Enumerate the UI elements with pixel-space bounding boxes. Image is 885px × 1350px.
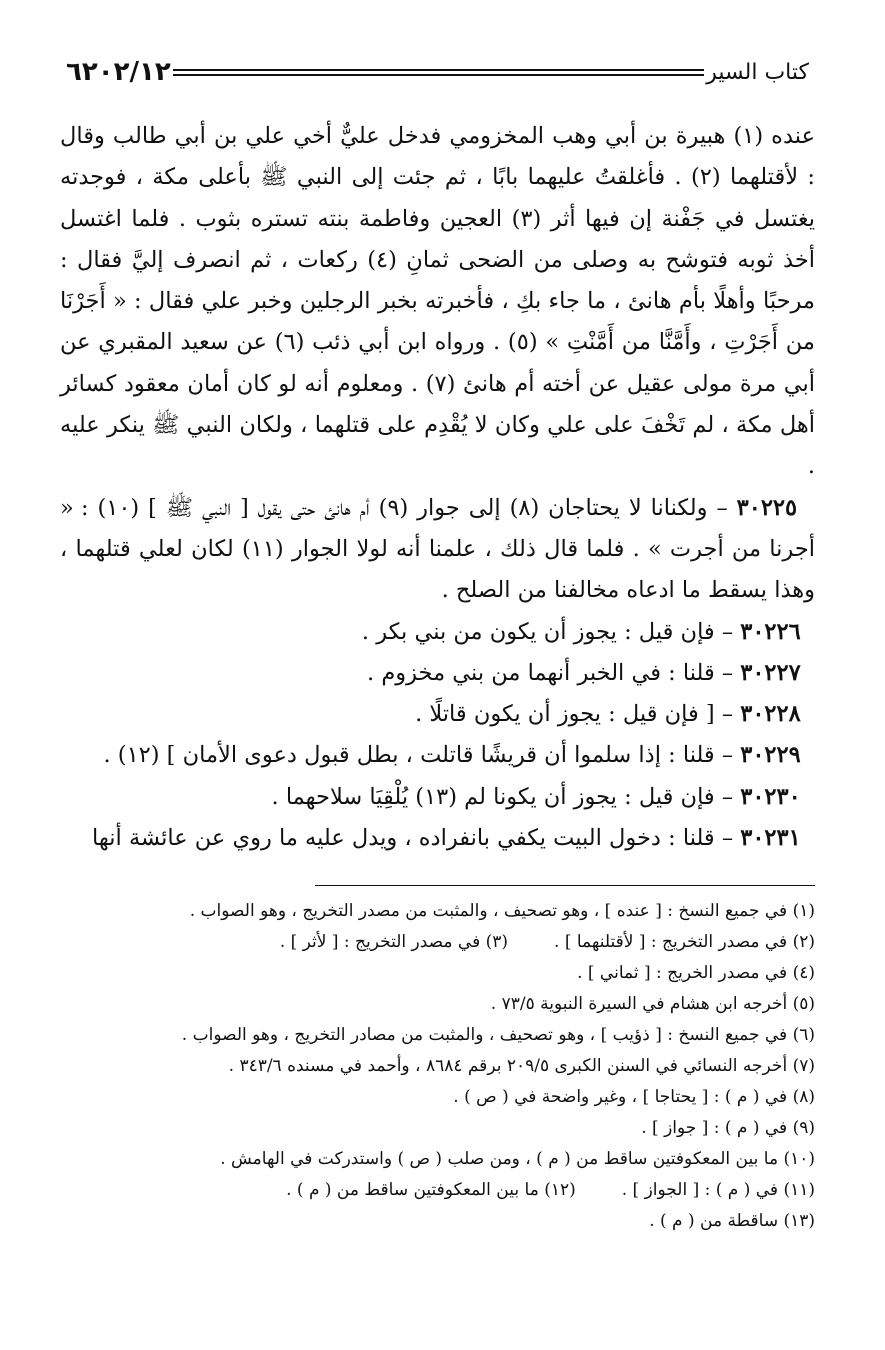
text-line: وأَمَّنَّا من أَمَّنْتِ » (٥) . ورواه ابن أبي ذئب (٦) عن سعيد المقبري عن أبي مرة مولى عقيل	[60, 329, 816, 397]
footnote-12: (١٢) ما بين المعكوفتين ساقط من ( م ) .	[286, 1180, 576, 1201]
paragraph-number: ٣٠٢٢٧	[740, 659, 801, 686]
paragraph-30228	[60, 694, 815, 735]
page-header	[60, 52, 815, 92]
footnote-6: (٦) في جميع النسخ : [ ذؤيب ] ، وهو تصحيف ، والمثبت من مصادر التخريج ، وهو الصواب .	[181, 1025, 815, 1046]
footnote-5: (٥) أخرجه ابن هشام في السيرة النبوية ٧٣/٥ .	[490, 994, 815, 1015]
text-line: وهذا يسقط ما ادعاه مخالفنا من الصلح .	[441, 577, 815, 604]
entry-text: – قلنا : إذا سلموا أن قريشًا قاتلت ، بطل قبول دعوى الأمان ] (١٢) .	[103, 742, 741, 769]
footnote-8: (٨) في ( م ) : [ يحتاجا ] ، وغير واضحة في ( ص ) .	[453, 1087, 815, 1108]
footnote-9: (٩) في ( م ) : [ جواز ] .	[641, 1118, 815, 1139]
footnote-2: (٢) في مصدر التخريج : [ لأقتلنهما ] .	[554, 932, 815, 953]
paragraph-30231	[60, 818, 815, 859]
footnote-13: (١٣) ساقطة من ( م ) .	[649, 1211, 815, 1232]
book-title: كتاب السير	[706, 59, 809, 85]
paragraph-number: ٣٠٢٢٥	[736, 494, 798, 521]
text-line: « أجرنا من أجرت » . فلما قال ذلك ، علمنا أنه لولا الجوار (١١) لكان لعلي قتلهما ،	[60, 494, 816, 562]
footnotes	[60, 896, 815, 1237]
book-page	[60, 52, 815, 1237]
footnote-3: (٣) في مصدر التخريج : [ لأثر ] .	[279, 932, 509, 953]
paragraph-30225	[60, 488, 815, 612]
paragraph-30227	[60, 653, 815, 694]
text-line: – ولكنانا لا يحتاجان (٨) إلى جوار (٩) أم هانئ حتى يقول [ النبي ﷺ ] (١٠) :	[80, 494, 737, 521]
paragraph-number: ٣٠٢٢٩	[740, 742, 801, 769]
footnote-row	[60, 927, 815, 958]
paragraph-number: ٣٠٢٣١	[740, 825, 801, 852]
entry-text: – قلنا : دخول البيت يكفي بانفراده ، ويدل عليه ما روي عن عائشة أنها	[92, 825, 741, 852]
footnote-10: (١٠) ما بين المعكوفتين ساقط من ( م ) ، ومن صلب ( ص ) واستدركت في الهامش .	[220, 1149, 815, 1170]
text-line: عن أخته أم هانئ (٧) . ومعلوم أنه لو كان أمان معقود كسائر أهل مكة ، لم تَخْفَ على	[60, 370, 816, 439]
footnote-1: (١) في جميع النسخ : [ عنده ] ، وهو تصحيف ، والمثبت من مصدر التخريج ، وهو الصواب .	[189, 901, 815, 922]
entry-text: – فإن قيل : يجوز أن يكون من بني بكر .	[361, 618, 741, 645]
footnote-4: (٤) في مصدر الخريج : [ ثماني ] .	[577, 963, 815, 984]
footnote-divider	[315, 885, 815, 886]
text-line: لأقتلهما (٢) . فأغلقتُ عليهما بابًا ، ثم جئت إلى النبي ﷺ بأعلى مكة ، فوجدته	[60, 164, 799, 191]
entry-text: – [ فإن قيل : يجوز أن يكون قاتلًا .	[415, 701, 741, 728]
entry-text: – قلنا : في الخبر أنهما من بني مخزوم .	[367, 659, 741, 686]
text-line: فتوشح به وصلى من الضحى ثمانِ (٤) ركعات ، ثم انصرف إليَّ فقال : مرحبًا وأهلًا	[60, 246, 815, 315]
paragraph-number: ٣٠٢٣٠	[740, 783, 801, 810]
paragraph-30226	[60, 612, 815, 653]
header-rule	[173, 69, 705, 76]
text-line: بأم هانئ ، ما جاء بكِ ، فأخبرته بخبر الرجلين وخبر علي فقال : « أَجَرْنَا من أَجَرْتِ ،	[60, 288, 815, 356]
text-line: يغتسل في جَفْنة إن فيها أثر (٣) العجين وفاطمة بنته تستره بثوب . فلما اغتسل أخذ ثوبه	[60, 205, 815, 273]
main-text	[60, 116, 815, 859]
text-line: علي وكان لا يُقْدِم على قتلهما ، ولكان النبي ﷺ ينكر عليه .	[60, 412, 815, 480]
page-number: ٦٢٠٢/١٢	[66, 57, 171, 87]
paragraph-number: ٣٠٢٢٨	[740, 701, 801, 728]
text-line: عنده (١) هبيرة بن أبي وهب المخزومي فدخل عليٌّ أخي علي بن أبي طالب وقال :	[60, 123, 815, 191]
paragraph-30230	[60, 777, 815, 818]
paragraph-number: ٣٠٢٢٦	[740, 618, 801, 645]
paragraph-30229	[60, 735, 815, 776]
footnote-11: (١١) في ( م ) : [ الجواز ] .	[621, 1180, 815, 1201]
footnote-7: (٧) أخرجه النسائي في السنن الكبرى ٢٠٩/٥ برقم ٨٦٨٤ ، وأحمد في مسنده ٣٤٣/٦ .	[228, 1056, 815, 1077]
paragraph-1	[60, 116, 815, 488]
entry-text: – فإن قيل : يجوز أن يكونا لم (١٣) يُلْقِيَا سلاحهما .	[271, 783, 741, 810]
footnote-row	[60, 1175, 815, 1206]
